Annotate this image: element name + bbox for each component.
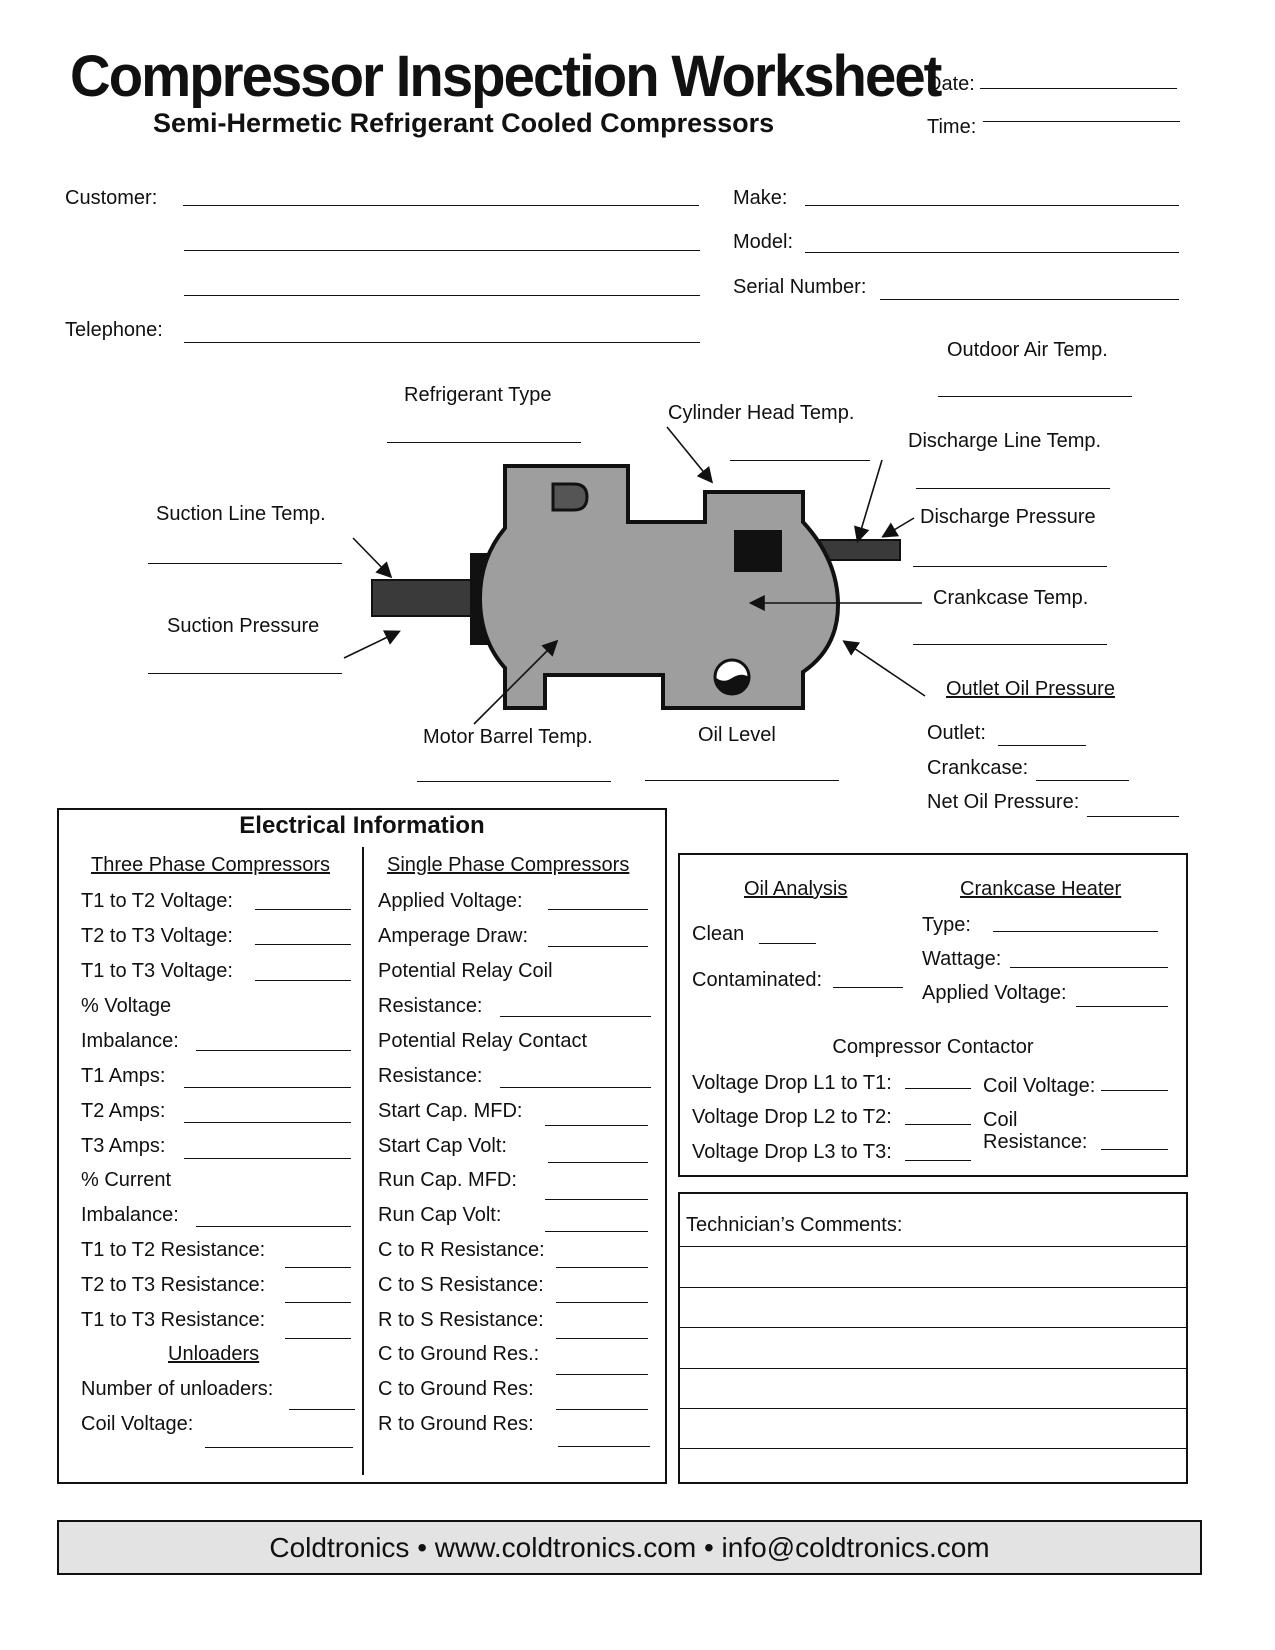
electrical-heading: Electrical Information bbox=[239, 812, 485, 839]
t1-t2-voltage-field[interactable] bbox=[255, 909, 351, 910]
voltage-drop-l1-label: Voltage Drop L1 to T1: bbox=[692, 1072, 892, 1094]
suction-port bbox=[372, 580, 472, 616]
heater-type-label: Type: bbox=[922, 914, 971, 936]
r-to-ground-res-label: R to Ground Res: bbox=[378, 1413, 534, 1435]
r-to-s-resistance-field[interactable] bbox=[556, 1338, 648, 1339]
start-cap-volt-field[interactable] bbox=[548, 1162, 648, 1163]
t1-t3-resistance-label: T1 to T3 Resistance: bbox=[81, 1309, 266, 1331]
discharge-line-temp-label: Discharge Line Temp. bbox=[908, 430, 1102, 452]
t1-t2-resistance-field[interactable] bbox=[285, 1267, 351, 1268]
compressor-diagram bbox=[0, 0, 1275, 820]
t1-t2-resistance-label: T1 to T2 Resistance: bbox=[81, 1239, 266, 1261]
comment-line-5[interactable] bbox=[680, 1408, 1186, 1409]
discharge-pressure-label: Discharge Pressure bbox=[920, 506, 1096, 528]
c-to-ground-res-1-field[interactable] bbox=[556, 1374, 648, 1375]
comment-line-4[interactable] bbox=[680, 1368, 1186, 1369]
start-cap-mfd-label: Start Cap. MFD: bbox=[378, 1100, 523, 1122]
net-oil-pressure-label: Net Oil Pressure: bbox=[927, 791, 1080, 813]
refrigerant-type-label: Refrigerant Type bbox=[404, 384, 552, 406]
applied-voltage-field[interactable] bbox=[548, 909, 648, 910]
comment-line-2[interactable] bbox=[680, 1287, 1186, 1288]
t1-amps-label: T1 Amps: bbox=[81, 1065, 166, 1087]
heater-wattage-label: Wattage: bbox=[922, 948, 1002, 970]
cylinder-head-temp-label: Cylinder Head Temp. bbox=[668, 402, 855, 424]
voltage-drop-l1-field[interactable] bbox=[905, 1088, 971, 1089]
single-phase-heading: Single Phase Compressors bbox=[387, 854, 630, 876]
discharge-valve-block bbox=[734, 530, 782, 572]
applied-voltage-label: Applied Voltage: bbox=[378, 890, 523, 912]
head-bolt-icon bbox=[553, 484, 587, 510]
oil-analysis-panel bbox=[678, 853, 1188, 1177]
suction-pressure-arrow bbox=[344, 632, 398, 658]
contactor-resistance-label: Resistance: bbox=[983, 1131, 1088, 1153]
amperage-draw-field[interactable] bbox=[548, 946, 648, 947]
technician-comments-label: Technician’s Comments: bbox=[686, 1214, 903, 1236]
three-phase-heading: Three Phase Compressors bbox=[91, 854, 330, 876]
t1-t2-voltage-label: T1 to T2 Voltage: bbox=[81, 890, 233, 912]
voltage-drop-l2-label: Voltage Drop L2 to T2: bbox=[692, 1106, 892, 1128]
contactor-coil-voltage-label: Coil Voltage: bbox=[983, 1075, 1096, 1097]
start-cap-volt-label: Start Cap Volt: bbox=[378, 1135, 507, 1157]
suction-line-temp-label: Suction Line Temp. bbox=[156, 503, 326, 525]
discharge-pressure-arrow bbox=[884, 518, 914, 536]
comment-line-6[interactable] bbox=[680, 1448, 1188, 1449]
current-imbalance-field[interactable] bbox=[196, 1226, 351, 1227]
amperage-draw-label: Amperage Draw: bbox=[378, 925, 529, 947]
comment-line-3[interactable] bbox=[680, 1327, 1186, 1328]
potential-relay-contact-label: Potential Relay Contact bbox=[378, 1030, 588, 1052]
compressor-contactor-heading: Compressor Contactor bbox=[832, 1036, 1034, 1058]
t2-amps-field[interactable] bbox=[184, 1122, 351, 1123]
crankcase-pressure-label: Crankcase: bbox=[927, 757, 1029, 779]
t3-amps-field[interactable] bbox=[184, 1158, 351, 1159]
t1-t3-resistance-field[interactable] bbox=[285, 1338, 351, 1339]
outlet-oil-pressure-heading: Outlet Oil Pressure bbox=[946, 678, 1115, 700]
outlet-oil-pressure-arrow bbox=[845, 642, 925, 696]
run-cap-volt-field[interactable] bbox=[545, 1231, 648, 1232]
t1-t3-voltage-label: T1 to T3 Voltage: bbox=[81, 960, 233, 982]
contaminated-field[interactable] bbox=[833, 987, 903, 988]
relay-contact-resistance-label: Resistance: bbox=[378, 1065, 483, 1087]
t1-amps-field[interactable] bbox=[184, 1087, 351, 1088]
t3-amps-label: T3 Amps: bbox=[81, 1135, 166, 1157]
model-label: Model: bbox=[733, 231, 794, 253]
page-title: Compressor Inspection Worksheet bbox=[70, 44, 941, 109]
footer-banner: Coldtronics • www.coldtronics.com • info@coldtronics.com bbox=[57, 1520, 1202, 1575]
suction-pressure-label: Suction Pressure bbox=[167, 615, 320, 637]
time-label: Time: bbox=[927, 116, 977, 138]
unloader-coil-voltage-label: Coil Voltage: bbox=[81, 1413, 194, 1435]
heater-wattage-field[interactable] bbox=[1010, 967, 1168, 968]
number-of-unloaders-field[interactable] bbox=[289, 1409, 355, 1410]
compressor-body bbox=[480, 466, 838, 708]
r-to-ground-res-field[interactable] bbox=[558, 1446, 650, 1447]
clean-label: Clean bbox=[692, 923, 745, 945]
voltage-imbalance-field[interactable] bbox=[196, 1050, 351, 1051]
motor-barrel-temp-label: Motor Barrel Temp. bbox=[423, 726, 593, 748]
potential-relay-coil-label: Potential Relay Coil bbox=[378, 960, 553, 982]
voltage-imbalance-label: Imbalance: bbox=[81, 1030, 179, 1052]
run-cap-mfd-field[interactable] bbox=[545, 1199, 648, 1200]
heater-type-field[interactable] bbox=[993, 931, 1158, 932]
discharge-line-arrow bbox=[858, 460, 882, 540]
t2-t3-resistance-field[interactable] bbox=[285, 1302, 351, 1303]
cylinder-head-arrow bbox=[667, 427, 711, 481]
number-of-unloaders-label: Number of unloaders: bbox=[81, 1378, 274, 1400]
t2-amps-label: T2 Amps: bbox=[81, 1100, 166, 1122]
c-to-r-resistance-field[interactable] bbox=[556, 1267, 648, 1268]
contactor-resistance-field[interactable] bbox=[1101, 1149, 1168, 1150]
current-imbalance-label: Imbalance: bbox=[81, 1204, 179, 1226]
crankcase-temp-label: Crankcase Temp. bbox=[933, 587, 1089, 609]
outdoor-air-temp-label: Outdoor Air Temp. bbox=[947, 339, 1108, 361]
customer-label: Customer: bbox=[65, 187, 158, 209]
unloader-coil-voltage-field[interactable] bbox=[205, 1447, 353, 1448]
voltage-drop-l3-field[interactable] bbox=[905, 1160, 971, 1161]
unloaders-heading: Unloaders bbox=[168, 1343, 260, 1365]
relay-contact-resistance-field[interactable] bbox=[500, 1087, 651, 1088]
heater-applied-voltage-field[interactable] bbox=[1076, 1006, 1168, 1007]
outlet-label: Outlet: bbox=[927, 722, 986, 744]
current-pct-label: % Current bbox=[81, 1169, 172, 1191]
oil-level-label: Oil Level bbox=[698, 724, 776, 746]
start-cap-mfd-field[interactable] bbox=[545, 1125, 648, 1126]
voltage-drop-l3-label: Voltage Drop L3 to T3: bbox=[692, 1141, 892, 1163]
crankcase-heater-heading: Crankcase Heater bbox=[960, 878, 1122, 900]
voltage-drop-l2-field[interactable] bbox=[905, 1124, 971, 1125]
contactor-coil-voltage-field[interactable] bbox=[1101, 1090, 1168, 1091]
c-to-ground-res-1-label: C to Ground Res.: bbox=[378, 1343, 540, 1365]
run-cap-volt-label: Run Cap Volt: bbox=[378, 1204, 502, 1226]
t1-t3-voltage-field[interactable] bbox=[255, 980, 351, 981]
r-to-s-resistance-label: R to S Resistance: bbox=[378, 1309, 544, 1331]
comment-line-1[interactable] bbox=[680, 1246, 1186, 1247]
clean-field[interactable] bbox=[759, 943, 816, 944]
heater-applied-voltage-label: Applied Voltage: bbox=[922, 982, 1067, 1004]
c-to-ground-res-2-label: C to Ground Res: bbox=[378, 1378, 534, 1400]
contaminated-label: Contaminated: bbox=[692, 969, 823, 991]
c-to-s-resistance-field[interactable] bbox=[556, 1302, 648, 1303]
c-to-s-resistance-label: C to S Resistance: bbox=[378, 1274, 544, 1296]
electrical-divider bbox=[362, 847, 364, 1475]
t2-t3-voltage-label: T2 to T3 Voltage: bbox=[81, 925, 233, 947]
oil-analysis-heading: Oil Analysis bbox=[744, 878, 848, 900]
page-subtitle: Semi-Hermetic Refrigerant Cooled Compressors bbox=[153, 108, 775, 138]
t2-t3-voltage-field[interactable] bbox=[255, 944, 351, 945]
t2-t3-resistance-label: T2 to T3 Resistance: bbox=[81, 1274, 266, 1296]
serial-label: Serial Number: bbox=[733, 276, 867, 298]
run-cap-mfd-label: Run Cap. MFD: bbox=[378, 1169, 517, 1191]
telephone-label: Telephone: bbox=[65, 319, 163, 341]
suction-line-temp-arrow bbox=[353, 538, 390, 576]
contactor-coil-label: Coil bbox=[983, 1109, 1018, 1131]
date-label: Date: bbox=[927, 73, 975, 95]
make-label: Make: bbox=[733, 187, 788, 209]
voltage-pct-label: % Voltage bbox=[81, 995, 172, 1017]
c-to-r-resistance-label: C to R Resistance: bbox=[378, 1239, 545, 1261]
relay-coil-resistance-field[interactable] bbox=[500, 1016, 651, 1017]
relay-coil-resistance-label: Resistance: bbox=[378, 995, 483, 1017]
c-to-ground-res-2-field[interactable] bbox=[556, 1409, 648, 1410]
